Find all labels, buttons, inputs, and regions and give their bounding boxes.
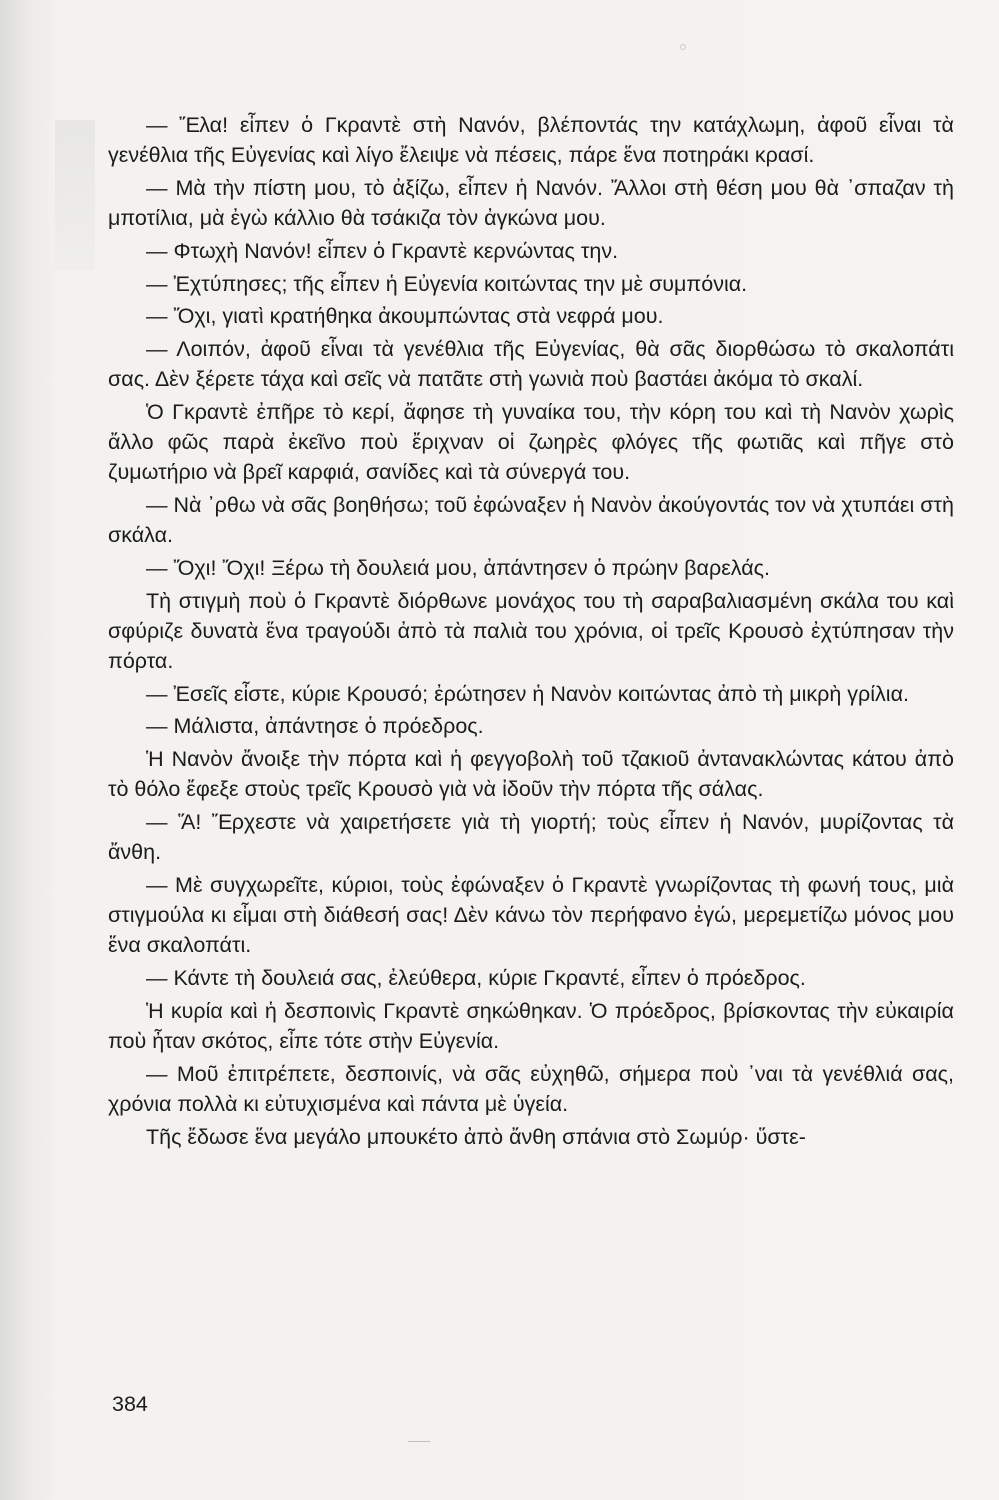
paragraph: — Φτωχὴ Νανόν! εἶπεν ὁ Γκραντὲ κερνώντας την. <box>146 238 619 263</box>
page-number: 384 <box>112 1392 148 1416</box>
paragraph: Τῆς ἔδωσε ἕνα μεγάλο μπουκέτο ἀπὸ ἄνθη σπάνια στὸ Σωμύρ· ὕστε- <box>146 1124 806 1149</box>
paragraph: — Ὄχι! Ὄχι! Ξέρω τὴ δουλειά μου, ἀπάντησεν ὁ πρώην βαρελάς. <box>146 555 770 580</box>
paragraph: — Ἐχτύπησες; τῆς εἶπεν ἡ Εὐγενία κοιτώντας την μὲ συμπόνια. <box>146 271 748 296</box>
paragraph: — Ἔλα! εἶπεν ὁ Γκραντὲ στὴ Νανόν, βλέποντάς την κατάχλωμη, ἀφοῦ εἶναι τὰ γενέθλια τῆς Εὐγενίας καὶ λίγο ἔλειψε νὰ πέσεις, πάρε ἕνα ποτηράκι κρασί. <box>108 113 954 168</box>
paragraph: — Μοῦ ἐπιτρέπετε, δεσποινίς, νὰ σᾶς εὐχηθῶ, σήμερα ποὺ ᾽ναι τὰ γενέθλιά σας, χρόνια πολλὰ κι εὐτυχισμένα καὶ πάντα μὲ ὑγεία. <box>108 1061 954 1116</box>
paragraph: — Ὄχι, γιατὶ κρατήθηκα ἀκουμπώντας στὰ νεφρά μου. <box>146 304 664 329</box>
paragraph: — Νὰ ᾽ρθω νὰ σᾶς βοηθήσω; τοῦ ἐφώναξεν ἡ Νανὸν ἀκούγοντάς τον νὰ χτυπάει στὴ σκάλα. <box>108 492 954 548</box>
paragraph: Ὁ Γκραντὲ ἐπῆρε τὸ κερί, ἄφησε τὴ γυναίκα του, τὴν κόρη του καὶ τὴ Νανὸν χωρὶς ἄλλο φῶς παρὰ ἐκεῖνο ποὺ ἔριχναν οἱ ζωηρὲς φλόγες τῆς φωτιᾶς καὶ πῆγε στὸ ζυμωτήριο νὰ βρεῖ καρφιά, σανίδες καὶ τὰ σύνεργά του. <box>108 399 954 485</box>
paragraph: — Ἅ! Ἔρχεστε νὰ χαιρετήσετε γιὰ τὴ γιορτή; τοὺς εἶπεν ἡ Νανόν, μυρίζοντας τὰ ἄνθη. <box>108 809 954 865</box>
paragraph: Τὴ στιγμὴ ποὺ ὁ Γκραντὲ διόρθωνε μονάχος του τὴ σαραβαλιασμένη σκάλα του καὶ σφύριζε δυνατὰ ἕνα τραγούδι ἀπὸ τὰ παλιὰ του χρόνια, οἱ τρεῖς Κρουσὸ ἐχτύπησαν τὴν πόρτα. <box>108 588 954 673</box>
paragraph: — Μὰ τὴν πίστη μου, τὸ ἀξίζω, εἶπεν ἡ Νανόν. Ἄλλοι στὴ θέση μου θὰ ᾽σπαζαν τὴ μποτίλια, μὰ ἐγὼ κάλλιο θὰ τσάκιζα τὸν ἀγκώνα μου. <box>108 175 954 231</box>
paragraph: — Κάντε τὴ δουλειά σας, ἐλεύθερα, κύριε Γκραντέ, εἶπεν ὁ πρόεδρος. <box>146 965 806 990</box>
paragraph: Ἡ Νανὸν ἄνοιξε τὴν πόρτα καὶ ἡ φεγγοβολὴ τοῦ τζακιοῦ ἀντανακλώντας κάτου ἀπὸ τὸ θόλο ἔφεξε στοὺς τρεῖς Κρουσὸ γιὰ νὰ ἰδοῦν τὴν πόρτα τῆς σάλας. <box>108 747 954 802</box>
paper-mark <box>408 1441 430 1442</box>
bleed-through-shadow <box>55 120 95 270</box>
body-text <box>108 110 954 1154</box>
paper-speck <box>680 44 686 50</box>
paragraph: — Ἐσεῖς εἶστε, κύριε Κρουσό; ἐρώτησεν ἡ Νανὸν κοιτώντας ἀπὸ τὴ μικρὴ γρίλια. <box>146 681 909 706</box>
paragraph: — Μὲ συγχωρεῖτε, κύριοι, τοὺς ἐφώναξεν ὁ Γκραντὲ γνωρίζοντας τὴ φωνή τους, μιὰ στιγμούλα κι εἶμαι στὴ διάθεσή σας! Δὲν κάνω τὸν περήφανο ἐγώ, μερεμετίζω μόνος μου ἕνα σκαλοπάτι. <box>108 872 954 958</box>
paragraph: — Λοιπόν, ἀφοῦ εἶναι τὰ γενέθλια τῆς Εὐγενίας, θὰ σᾶς διορθώσω τὸ σκαλοπάτι σας. Δὲν ξέρετε τάχα καὶ σεῖς νὰ πατᾶτε στὴ γωνιὰ ποὺ βαστάει ἀκόμα τὸ σκαλί. <box>108 336 954 392</box>
paragraph: — Μάλιστα, ἀπάντησε ὁ πρόεδρος. <box>146 714 484 739</box>
paragraph: Ἡ κυρία καὶ ἡ δεσποινὶς Γκραντὲ σηκώθηκαν. Ὁ πρόεδρος, βρίσκοντας τὴν εὐκαιρία ποὺ ἦταν σκότος, εἶπε τότε στὴν Εὐγενία. <box>108 998 954 1053</box>
